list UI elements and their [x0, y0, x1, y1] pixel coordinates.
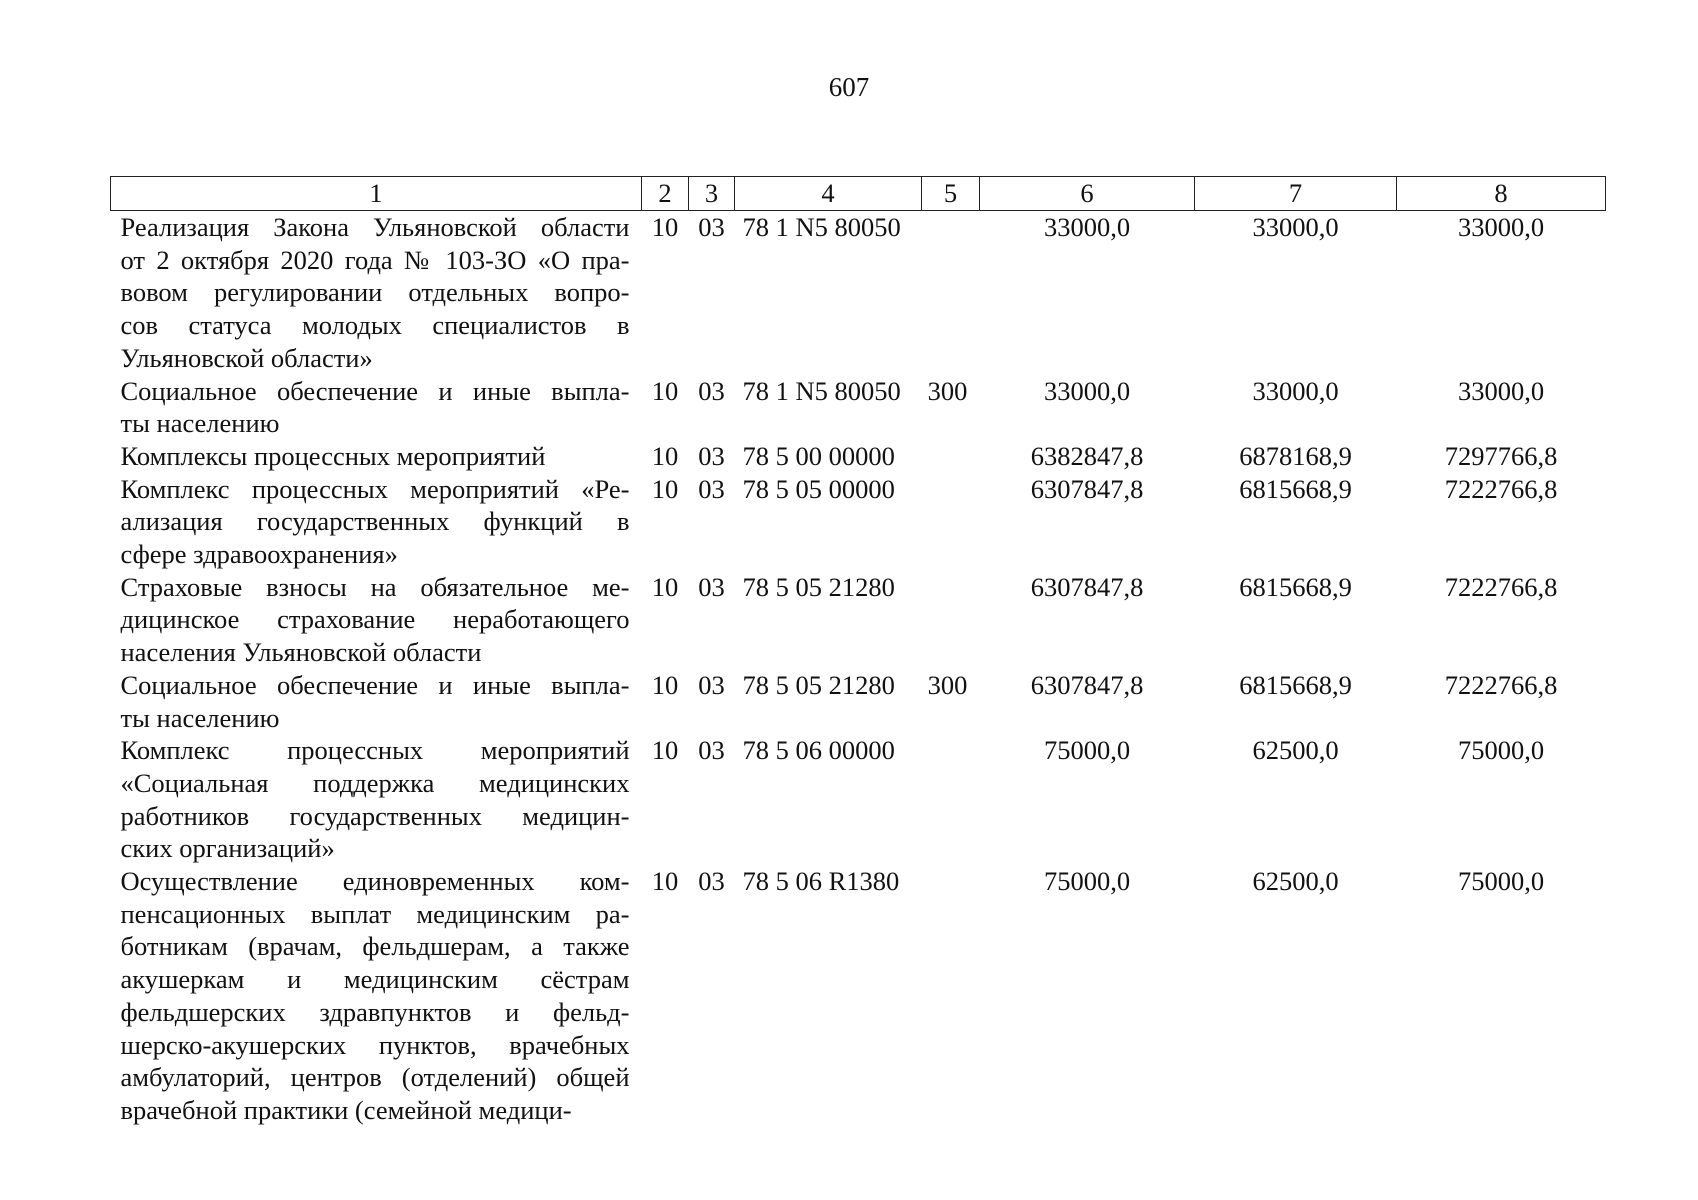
header-row — [111, 177, 1606, 211]
item-name-line: шерско-акушерских пунктов, врачебных — [120, 1029, 630, 1060]
item-name-cell — [111, 669, 642, 734]
section-code-cell: 10 — [651, 440, 679, 471]
amount-year2-cell: 62500,0 — [1252, 866, 1339, 897]
header-cell: 4 — [735, 177, 922, 211]
target-article-code-cell: 78 1 N5 80050 — [742, 212, 901, 242]
item-name-line: врачебной практики (семейной медици- — [120, 1094, 572, 1125]
header-cell: 3 — [689, 177, 735, 211]
subsection-code-cell: 03 — [698, 440, 725, 471]
subsection-code-cell: 03 — [698, 669, 725, 700]
item-name-cell — [111, 440, 642, 473]
subsection-code-cell: 03 — [698, 212, 725, 242]
amount-year2-cell: 6815668,9 — [1239, 571, 1352, 602]
amount-year3-cell: 33000,0 — [1457, 375, 1545, 406]
amount-year3-cell: 7222766,8 — [1444, 669, 1558, 700]
section-code-cell: 10 — [651, 473, 679, 504]
amount-year3-cell: 33000,0 — [1457, 212, 1545, 242]
item-name-line: Комплексы процессных мероприятий — [120, 440, 546, 471]
header-cell: 7 — [1195, 177, 1397, 211]
page-number: 607 — [828, 72, 870, 102]
item-name-line: Ульяновской области» — [120, 342, 373, 373]
item-name-line: Комплекс процессных мероприятий «Ре- — [120, 473, 630, 504]
item-name-line: фельдшерских здравпунктов и фельд- — [120, 996, 630, 1027]
item-name-line: работников государственных медицин- — [120, 800, 630, 831]
expense-type-code-cell — [922, 211, 980, 375]
section-code-cell: 10 — [651, 669, 679, 700]
header-cell: 2 — [642, 177, 689, 211]
table-row — [111, 440, 1606, 473]
budget-table-container — [110, 176, 1605, 1127]
table-header — [111, 177, 1606, 211]
item-name-line: «Социальная поддержка медицинских — [120, 767, 630, 798]
amount-year1-cell: 75000,0 — [1043, 866, 1131, 897]
table-row — [111, 571, 1606, 669]
target-article-code-cell: 78 5 06 R1380 — [742, 866, 900, 897]
table-body — [111, 211, 1606, 1127]
item-name-cell — [111, 571, 642, 669]
subsection-code-cell: 03 — [698, 375, 725, 406]
amount-year1-cell: 6307847,8 — [1030, 473, 1144, 504]
item-name-line: дицинское страхование неработающего — [120, 604, 630, 635]
header-cell: 5 — [922, 177, 980, 211]
section-code-cell: 10 — [651, 212, 679, 242]
expense-type-code-cell: 300 — [927, 375, 968, 406]
item-name-line: сов статуса молодых специалистов в — [120, 310, 630, 341]
table-row — [111, 669, 1606, 734]
item-name-cell — [111, 865, 642, 1127]
item-name-line: Осуществление единовременных ком- — [120, 866, 630, 897]
item-name-line: ботникам (врачам, фельдшерам, а также — [120, 931, 630, 962]
item-name-line: сфере здравоохранения» — [120, 539, 398, 570]
item-name-cell — [111, 473, 642, 571]
item-name-line: Реализация Закона Ульяновской области — [120, 212, 630, 242]
item-name-cell — [111, 734, 642, 865]
expense-type-code-cell — [922, 734, 980, 865]
item-name-line: ты населению — [120, 408, 280, 439]
subsection-code-cell: 03 — [698, 866, 725, 897]
amount-year2-cell: 6878168,9 — [1239, 440, 1352, 471]
item-name-line: акушеркам и медицинским сёстрам — [120, 964, 630, 995]
budget-table — [110, 176, 1606, 1127]
item-name-line: пенсационных выплат медицинским ра- — [120, 898, 630, 929]
section-code-cell: 10 — [651, 375, 679, 406]
item-name-line: населения Ульяновской области — [120, 637, 482, 668]
expense-type-code-cell — [922, 865, 980, 1127]
expense-type-code-cell: 300 — [927, 669, 968, 700]
table-row — [111, 734, 1606, 865]
amount-year2-cell: 6815668,9 — [1239, 669, 1352, 700]
header-cell: 8 — [1397, 177, 1606, 211]
section-code-cell: 10 — [651, 735, 679, 766]
header-cell: 1 — [111, 177, 642, 211]
subsection-code-cell: 03 — [698, 571, 725, 602]
amount-year2-cell: 33000,0 — [1252, 212, 1339, 242]
amount-year1-cell: 33000,0 — [1043, 375, 1131, 406]
item-name-line: Комплекс процессных мероприятий — [120, 735, 630, 766]
amount-year3-cell: 7222766,8 — [1444, 571, 1558, 602]
item-name-line: ских организаций» — [120, 833, 335, 864]
target-article-code-cell: 78 5 05 00000 — [742, 473, 895, 504]
expense-type-code-cell — [922, 473, 980, 571]
item-name-line: от 2 октября 2020 года № 103-ЗО «О пра- — [120, 244, 630, 275]
section-code-cell: 10 — [651, 571, 679, 602]
item-name-line: вовом регулировании отдельных вопро- — [120, 277, 630, 308]
item-name-line: ты населению — [120, 702, 280, 733]
amount-year1-cell: 33000,0 — [1043, 212, 1131, 242]
amount-year1-cell: 6307847,8 — [1030, 571, 1144, 602]
subsection-code-cell: 03 — [698, 473, 725, 504]
amount-year3-cell: 7297766,8 — [1444, 440, 1558, 471]
target-article-code-cell: 78 1 N5 80050 — [742, 375, 901, 406]
target-article-code-cell: 78 5 06 00000 — [742, 735, 895, 766]
table-row — [111, 375, 1606, 440]
amount-year1-cell: 6307847,8 — [1030, 669, 1144, 700]
item-name-line: ализация государственных функций в — [120, 506, 630, 537]
amount-year1-cell: 75000,0 — [1043, 735, 1131, 766]
amount-year2-cell: 62500,0 — [1252, 735, 1339, 766]
table-row — [111, 473, 1606, 571]
item-name-line: Страховые взносы на обязательное ме- — [120, 571, 630, 602]
target-article-code-cell: 78 5 05 21280 — [742, 571, 895, 602]
table-row — [111, 865, 1606, 1127]
subsection-code-cell: 03 — [698, 735, 725, 766]
target-article-code-cell: 78 5 05 21280 — [742, 669, 895, 700]
header-cell: 6 — [980, 177, 1195, 211]
expense-type-code-cell — [922, 440, 980, 473]
amount-year3-cell: 75000,0 — [1457, 866, 1545, 897]
item-name-cell — [111, 375, 642, 440]
section-code-cell: 10 — [651, 866, 679, 897]
expense-type-code-cell — [922, 571, 980, 669]
amount-year2-cell: 33000,0 — [1252, 375, 1339, 406]
item-name-cell — [111, 211, 642, 375]
amount-year3-cell: 7222766,8 — [1444, 473, 1558, 504]
item-name-line: Социальное обеспечение и иные выпла- — [120, 669, 630, 700]
target-article-code-cell: 78 5 00 00000 — [742, 440, 895, 471]
amount-year2-cell: 6815668,9 — [1239, 473, 1352, 504]
item-name-line: амбулаторий, центров (отделений) общей — [120, 1062, 630, 1093]
amount-year3-cell: 75000,0 — [1457, 735, 1545, 766]
item-name-line: Социальное обеспечение и иные выпла- — [120, 375, 630, 406]
table-row — [111, 211, 1606, 375]
amount-year1-cell: 6382847,8 — [1030, 440, 1144, 471]
